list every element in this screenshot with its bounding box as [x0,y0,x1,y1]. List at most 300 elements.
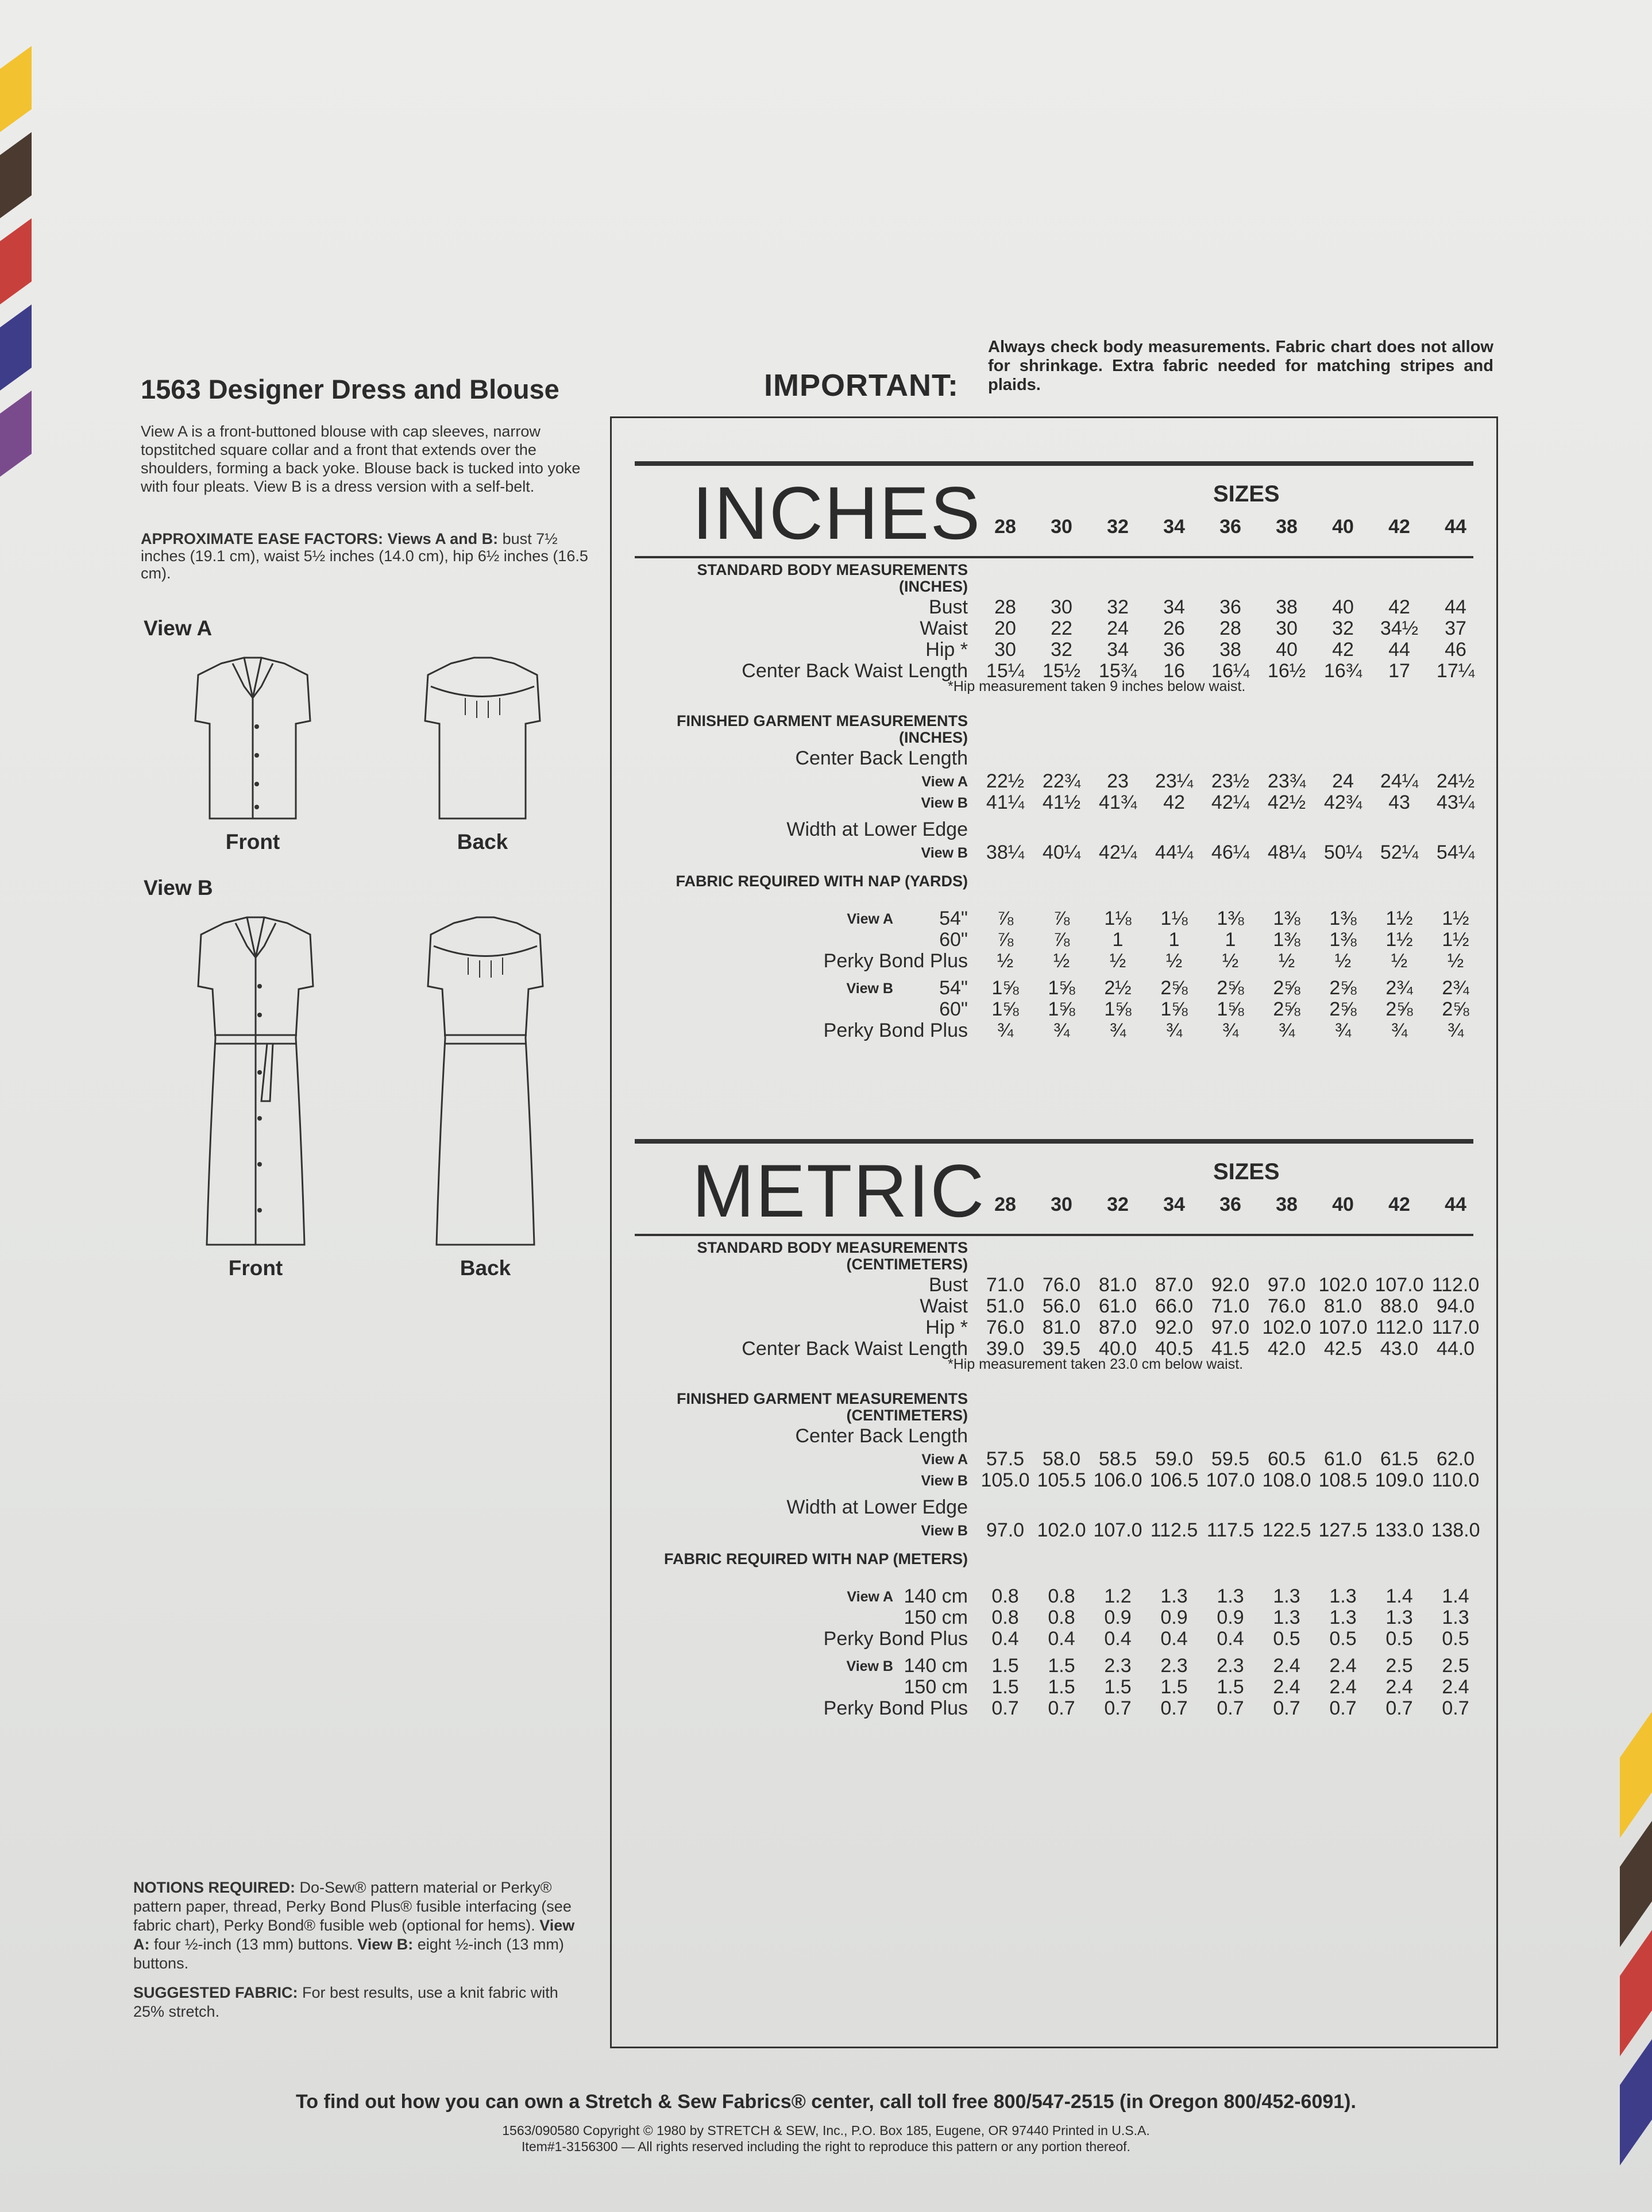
metric-fab-row-cell: 0.4 [1160,1628,1188,1650]
metric-std-row-cell: 40.0 [1098,1338,1137,1360]
inches-std-row-cell: 28 [1219,617,1241,639]
metric-fab-row-cell: 0.5 [1273,1628,1300,1650]
metric-std-row-cell: 39.0 [986,1338,1025,1360]
inches-fab-row-cell: 2⅝ [1329,977,1357,999]
metric-sizes-row [635,1194,1473,1217]
inches-sizes-row-cell: 36 [1219,516,1241,538]
inches-std-row-cell: 34 [1163,596,1185,618]
inches-std-row [635,596,1473,619]
inches-width-label: Width at Lower Edge [786,819,968,840]
inches-fab-label: 60" [939,998,968,1020]
metric-fab-row-cell: 2.4 [1273,1676,1300,1698]
inches-cbl-b-row [635,792,1473,814]
inches-std-label: Center Back Waist Length [742,660,968,682]
inches-width-b-row [635,841,1473,864]
inches-fab-row-cell: ¾ [1109,1020,1126,1041]
inches-fab-row-cell: 1⅛ [1104,908,1132,929]
metric-width-b-row-cell: 107.0 [1093,1519,1142,1541]
metric-fab-row-cell: 0.4 [1048,1628,1075,1650]
metric-fab-row-cell: 1.5 [1217,1676,1244,1698]
inches-width-b-row-cell: 48¼ [1267,841,1306,863]
inches-sizes-row-cell: 28 [994,516,1016,538]
metric-width-b-row-cell: 133.0 [1375,1519,1424,1541]
inches-cbl-b-row-cell: 42½ [1267,792,1306,813]
metric-cbl-b-row-cell: 105.5 [1037,1469,1086,1491]
inches-fab-row-cell: 1½ [1442,929,1469,951]
metric-sizes-row-cell: 44 [1445,1194,1466,1215]
metric-fab-label: 140 cm [904,1585,968,1607]
inches-cbl-a-row-cell: 22¾ [1042,770,1081,792]
metric-fab-row-cell: 0.7 [1104,1697,1132,1719]
inches-cbl-a-row-cell: 24¼ [1380,770,1419,792]
inches-fab-row [635,1020,1473,1043]
metric-std-label: Center Back Waist Length [742,1338,968,1360]
metric-std-row-cell: 56.0 [1042,1295,1081,1317]
metric-std-row-cell: 71.0 [986,1274,1025,1296]
important-label: IMPORTANT: [764,368,959,403]
inches-std-row-cell: 34½ [1380,617,1419,639]
inches-cbl-b-label: View B [921,795,968,811]
inches-cbl-a-row-cell: 23¼ [1155,770,1194,792]
inches-fab-view-label: View B [846,980,893,997]
inches-std-row-cell: 28 [994,596,1016,618]
inches-fab-row-cell: 1⅜ [1329,908,1357,929]
metric-fab-label: Perky Bond Plus [823,1697,968,1719]
inches-sizes-row-cell: 32 [1107,516,1129,538]
inches-cbl-b-row-cell: 41¾ [1098,792,1137,813]
inches-std-row-cell: 16 [1163,660,1185,682]
front-label: Front [225,830,280,854]
metric-fab-row-cell: 1.3 [1385,1607,1413,1628]
inches-std-row-cell: 40 [1276,639,1298,661]
inches-hip-note: *Hip measurement taken 9 inches below waist. [948,678,1246,694]
metric-std-heading: STANDARD BODY MEASUREMENTS (CENTIMETERS) [697,1239,968,1273]
metric-width-b-row-cell: 117.5 [1206,1519,1255,1541]
metric-cbl-a-label: View A [921,1451,968,1468]
inches-cbl-a-row-cell: 24½ [1436,770,1475,792]
metric-cbl-b-row-cell: 108.5 [1318,1469,1368,1491]
metric-cbl-a-row [635,1448,1473,1471]
inches-fab-row-cell: 2¾ [1442,977,1469,999]
metric-std-row [635,1274,1480,1297]
metric-fab-row-cell: 0.5 [1385,1628,1413,1650]
metric-std-row-cell: 76.0 [1267,1295,1306,1317]
inches-sizes-label: SIZES [1213,481,1280,507]
inches-cbl-a-label: View A [921,774,968,790]
metric-fab-row-cell: 1.5 [991,1676,1019,1698]
metric-std-row-cell: 97.0 [1211,1317,1250,1338]
blouse-back-illustration [416,652,549,824]
metric-cbl-a-row-cell: 62.0 [1436,1448,1475,1470]
metric-fab-row-cell: 2.4 [1329,1676,1357,1698]
metric-std-row-cell: 81.0 [1098,1274,1137,1296]
inches-mid-rule [635,556,1473,558]
inches-std-row-cell: 30 [994,639,1016,661]
metric-std-label: Hip * [925,1317,968,1338]
notions-text: Do-Sew® pattern material or Perky® pattern paper, thread, Perky Bond Plus® fusible interfacing (see fabric chart), Perky Bond® fusible web (optional for hems). [133,1879,572,1934]
inches-cbl-a-row-cell: 23½ [1211,770,1250,792]
inches-fab-row [635,950,1473,973]
metric-fab-row-cell: 0.7 [1329,1697,1357,1719]
metric-std-row-cell: 39.5 [1042,1338,1081,1360]
metric-std-row-cell: 40.5 [1155,1338,1194,1360]
metric-fab-row-cell: 1.5 [1160,1676,1188,1698]
metric-fab-heading: FABRIC REQUIRED WITH NAP (METERS) [663,1550,968,1568]
metric-width-b-row-cell: 138.0 [1431,1519,1480,1541]
inches-fab-row-cell: 2⅝ [1273,977,1300,999]
view-a-front [187,652,319,854]
inches-std-row-cell: 42 [1332,639,1354,661]
metric-cbl-b-row-cell: 109.0 [1375,1469,1424,1491]
metric-cbl-b-row-cell: 105.0 [981,1469,1030,1491]
metric-fab-row-cell: 1.5 [991,1655,1019,1677]
metric-fab-row-cell: 1.3 [1273,1607,1300,1628]
inches-fab-label: 54" [939,977,968,999]
metric-std-row-cell: 117.0 [1431,1317,1480,1338]
inches-fab-row-cell: ¾ [1334,1020,1352,1041]
notions-block [133,1878,587,2032]
inches-std-label: Bust [928,596,968,618]
inches-fab-row-cell: 1⅝ [991,998,1019,1020]
metric-fab-row-cell: 0.8 [991,1607,1019,1628]
inches-section [635,461,1473,1208]
metric-cbl-a-row-cell: 58.5 [1098,1448,1137,1470]
right-color-stripes [1620,1712,1652,2194]
metric-cbl-b-row-cell: 107.0 [1206,1469,1255,1491]
inches-std-row-cell: 22 [1051,617,1072,639]
metric-fab-row-cell: 1.5 [1048,1655,1075,1677]
metric-std-label: Waist [920,1295,968,1317]
inches-std-row-cell: 16¼ [1211,660,1250,682]
inches-width-b-row-cell: 38¼ [986,841,1025,863]
metric-fab-row-cell: 2.4 [1273,1655,1300,1677]
metric-fab-row-cell: 1.3 [1273,1585,1300,1607]
metric-sizes-row-cell: 42 [1388,1194,1410,1215]
inches-fab-row-cell: ½ [1334,950,1352,972]
metric-sizes-row-cell: 32 [1107,1194,1129,1215]
inches-std-row-cell: 40 [1332,596,1354,618]
inches-std-row-cell: 15½ [1042,660,1081,682]
inches-sizes-row [635,516,1473,539]
metric-sizes-row-cell: 34 [1163,1194,1185,1215]
metric-fab-row-cell: 0.7 [1442,1697,1469,1719]
metric-sizes-label: SIZES [1213,1159,1280,1184]
metric-fab-row-cell: 1.5 [1048,1676,1075,1698]
metric-fab-row-cell: 1.3 [1442,1607,1469,1628]
metric-sizes-row-cell: 28 [994,1194,1016,1215]
metric-top-rule [635,1139,1473,1144]
metric-fab-label: 150 cm [904,1607,968,1628]
metric-fab-row-cell: 1.3 [1217,1585,1244,1607]
notions-view-a: four ½-inch (13 mm) buttons. [154,1936,353,1953]
inches-fab-row-cell: ¾ [1447,1020,1464,1041]
inches-fab-row-cell: 1⅝ [1217,998,1244,1020]
inches-fab-row-cell: ½ [1053,950,1070,972]
inches-fab-row-cell: 1⅜ [1273,929,1300,951]
metric-fab-row-cell: 0.4 [1104,1628,1132,1650]
metric-cbl-a-row-cell: 59.5 [1211,1448,1250,1470]
inches-fab-row-cell: 2⅝ [1442,998,1469,1020]
metric-cbl-b-row [635,1469,1480,1492]
inches-sizes-row-cell: 34 [1163,516,1185,538]
inches-fab-row-cell: 1⅝ [991,977,1019,999]
metric-section [635,1139,1480,1886]
inches-fab-row-cell: ⅞ [997,908,1014,929]
metric-std-row-cell: 87.0 [1098,1317,1137,1338]
metric-std-row-cell: 87.0 [1155,1274,1194,1296]
inches-std-row-cell: 15¾ [1098,660,1137,682]
metric-fin-heading: FINISHED GARMENT MEASUREMENTS (CENTIMETERS) [676,1390,968,1424]
view-b-figures [141,912,595,1279]
metric-fab-row-cell: 2.4 [1442,1676,1469,1698]
inches-std-row-cell: 44 [1388,639,1410,661]
inches-sizes-row-cell: 42 [1388,516,1410,538]
metric-cbl-a-row-cell: 61.5 [1380,1448,1419,1470]
metric-std-row-cell: 42.5 [1323,1338,1362,1360]
inches-std-row [635,639,1473,662]
pattern-description: View A is a front-buttoned blouse with cap sleeves, narrow topstitched square collar and a front that extends over the shoulders, forming a back yoke. Blouse back is tucked into yoke with four pleats. View B is a dress version with a self-belt. [141,423,581,495]
inches-std-row-cell: 26 [1163,617,1185,639]
metric-fab-row-cell: 1.3 [1160,1585,1188,1607]
metric-width-label: Width at Lower Edge [786,1496,968,1518]
metric-fab-row-cell: 0.7 [991,1697,1019,1719]
metric-mid-rule [635,1234,1473,1236]
fabric-text: For best results, use a knit fabric with 25% stretch. [133,1984,558,2020]
inches-width-b-row-cell: 52¼ [1380,841,1419,863]
inches-fab-row-cell: ¾ [1391,1020,1408,1041]
inches-cbl-b-row-cell: 41¼ [986,792,1025,813]
metric-width-b-row-cell: 97.0 [986,1519,1025,1541]
metric-fab-row-cell: 2.4 [1329,1655,1357,1677]
inches-std-row-cell: 34 [1107,639,1129,661]
inches-fab-row-cell: 1½ [1385,929,1413,951]
inches-cbl-b-row-cell: 42 [1163,792,1185,813]
inches-width-b-row-cell: 44¼ [1155,841,1194,863]
inches-cbl-b-row-cell: 42¼ [1211,792,1250,813]
inches-std-row-cell: 44 [1445,596,1466,618]
metric-std-row-cell: 102.0 [1262,1317,1311,1338]
front-label-b: Front [228,1256,283,1280]
metric-std-row-cell: 92.0 [1211,1274,1250,1296]
metric-fab-row-cell: 0.9 [1160,1607,1188,1628]
metric-fab-row-cell: 1.4 [1385,1585,1413,1607]
metric-std-row-cell: 112.0 [1375,1317,1423,1338]
blouse-front-illustration [187,652,319,824]
metric-cbl-b-row-cell: 106.5 [1149,1469,1199,1491]
inches-fab-row-cell: ⅞ [997,929,1014,951]
inches-top-rule [635,461,1473,466]
view-a-label: View A [144,616,213,640]
inches-width-b-label: View B [921,845,968,861]
inches-fab-row-cell: ¾ [1222,1020,1239,1041]
inches-fab-row-cell: ⅞ [1053,929,1070,951]
metric-fab-row-cell: 0.7 [1385,1697,1413,1719]
metric-cbl-b-row-cell: 106.0 [1093,1469,1142,1491]
inches-fab-row-cell: ¾ [1053,1020,1070,1041]
inches-cbl-a-row-cell: 22½ [986,770,1025,792]
metric-sizes-row-cell: 36 [1219,1194,1241,1215]
inches-fab-row-cell: 1⅜ [1329,929,1357,951]
inches-std-row-cell: 20 [994,617,1016,639]
inches-std-row [635,617,1473,640]
inches-fab-row-cell: ⅞ [1053,908,1070,929]
inches-std-label: Waist [920,617,968,639]
footer-line-2: 1563/090580 Copyright © 1980 by STRETCH & SEW, Inc., P.O. Box 185, Eugene, OR 97440 Printed in U.S.A. [502,2123,1150,2138]
view-a-back [416,652,549,854]
metric-std-row-cell: 81.0 [1042,1317,1081,1338]
inches-cbl-a-row-cell: 24 [1332,770,1354,792]
inches-cbl-a-row [635,770,1473,793]
metric-std-row-cell: 61.0 [1098,1295,1137,1317]
inches-fab-row-cell: 2⅝ [1160,977,1188,999]
inches-fab-row-cell: 2⅝ [1385,998,1413,1020]
metric-fab-row-cell: 0.7 [1217,1697,1244,1719]
inches-fab-row-cell: 1½ [1442,908,1469,929]
metric-fab-row-cell: 2.5 [1442,1655,1469,1677]
metric-cbl-label: Center Back Length [795,1425,968,1447]
inches-fab-row-cell: 1⅝ [1104,998,1132,1020]
inches-fab-row-cell: ½ [1109,950,1126,972]
metric-cbl-b-label: View B [921,1473,968,1489]
metric-std-row-cell: 66.0 [1155,1295,1194,1317]
inches-sizes-row-cell: 30 [1051,516,1072,538]
metric-fab-row-cell: 0.7 [1160,1697,1188,1719]
metric-width-b-row [635,1519,1480,1542]
inches-width-b-row-cell: 40¼ [1042,841,1081,863]
metric-fab-label: 150 cm [904,1676,968,1698]
metric-std-row-cell: 92.0 [1155,1317,1194,1338]
metric-fab-view-label: View A [847,1589,893,1605]
inches-std-row-cell: 16¾ [1323,660,1362,682]
inches-fab-row [635,998,1473,1021]
metric-width-b-row-cell: 122.5 [1262,1519,1311,1541]
inches-cbl-b-row-cell: 42¾ [1323,792,1362,813]
inches-std-row-cell: 36 [1219,596,1241,618]
metric-cbl-a-row-cell: 60.5 [1267,1448,1306,1470]
metric-fab-row-cell: 2.4 [1385,1676,1413,1698]
metric-std-row-cell: 102.0 [1318,1274,1368,1296]
inches-fab-row-cell: 1 [1112,929,1124,951]
left-color-stripes [0,46,34,517]
view-a-figures [141,652,595,859]
inches-fab-row-cell: 2⅝ [1217,977,1244,999]
inches-std-row-cell: 38 [1276,596,1298,618]
inches-fab-row-cell: ½ [1222,950,1239,972]
footer-copyright [0,2122,1652,2155]
inches-width-b-row-cell: 42¼ [1098,841,1137,863]
metric-std-row-cell: 41.5 [1211,1338,1250,1360]
inches-std-row-cell: 32 [1107,596,1129,618]
notions-view-a-label: View A: [133,1917,575,1953]
metric-hip-note: *Hip measurement taken 23.0 cm below waist. [948,1356,1244,1372]
metric-sizes-row-cell: 30 [1051,1194,1072,1215]
metric-fab-row-cell: 1.5 [1104,1676,1132,1698]
inches-width-b-row-cell: 50¼ [1323,841,1362,863]
inches-width-b-row-cell: 46¼ [1211,841,1250,863]
metric-cbl-a-row-cell: 59.0 [1155,1448,1194,1470]
inches-fab-row-cell: ½ [1447,950,1464,972]
metric-std-row-cell: 88.0 [1380,1295,1419,1317]
metric-fab-row-cell: 0.8 [991,1585,1019,1607]
metric-fab-row-cell: 0.4 [991,1628,1019,1650]
important-note: Always check body measurements. Fabric chart does not allow for shrinkage. Extra fabric needed for matching stripes and plaids. [988,338,1493,394]
metric-fab-row-cell: 2.3 [1104,1655,1132,1677]
inches-fab-row-cell: ½ [1165,950,1183,972]
metric-fab-row [635,1607,1473,1630]
inches-sizes-row-cell: 40 [1332,516,1354,538]
inches-fab-label: Perky Bond Plus [823,950,968,972]
metric-sizes-row-cell: 40 [1332,1194,1354,1215]
inches-cbl-a-row-cell: 23¾ [1267,770,1306,792]
inches-fab-row-cell: ½ [1278,950,1295,972]
inches-fab-row-cell: 2⅝ [1273,998,1300,1020]
metric-std-row-cell: 107.0 [1375,1274,1424,1296]
metric-fab-row-cell: 0.5 [1442,1628,1469,1650]
inches-fab-row-cell: 2¾ [1385,977,1413,999]
inches-width-b-row-cell: 54¼ [1436,841,1475,863]
inches-std-row-cell: 46 [1445,639,1466,661]
inches-fab-label: Perky Bond Plus [823,1020,968,1041]
left-column [141,373,595,1296]
inches-cbl-b-row-cell: 43¼ [1436,792,1475,813]
inches-std-row-cell: 32 [1332,617,1354,639]
metric-cbl-b-row-cell: 110.0 [1431,1469,1480,1491]
inches-std-row-cell: 32 [1051,639,1072,661]
metric-fab-view-label: View B [846,1658,893,1674]
metric-std-row-cell: 44.0 [1436,1338,1475,1360]
notions-paragraph [133,1878,587,1973]
inches-fab-row [635,977,1473,1000]
inches-fab-row-cell: 1⅜ [1273,908,1300,929]
metric-fab-row-cell: 2.5 [1385,1655,1413,1677]
back-label-b: Back [460,1256,511,1280]
inches-std-row-cell: 30 [1276,617,1298,639]
notions-view-b-label: View B: [357,1936,414,1953]
ease-text: bust 7½ inches (19.1 cm), waist 5½ inches (14.0 cm), hip 6½ inches (16.5 cm). [141,530,588,582]
view-b-back [416,912,554,1280]
metric-cbl-a-row-cell: 61.0 [1323,1448,1362,1470]
inches-fab-row-cell: ½ [997,950,1014,972]
metric-width-b-row-cell: 127.5 [1318,1519,1368,1541]
metric-fab-row [635,1655,1473,1678]
metric-width-b-row-cell: 102.0 [1037,1519,1086,1541]
metric-std-row-cell: 76.0 [986,1317,1025,1338]
inches-cbl-a-row-cell: 23 [1107,770,1129,792]
metric-fab-row-cell: 0.4 [1217,1628,1244,1650]
inches-fab-row-cell: ½ [1391,950,1408,972]
pattern-title: 1563 Designer Dress and Blouse [141,374,559,404]
inches-std-row-cell: 17 [1388,660,1410,682]
inches-fab-row-cell: 1⅝ [1048,977,1075,999]
inches-fab-label: 60" [939,929,968,951]
metric-fab-row-cell: 0.9 [1104,1607,1132,1628]
metric-fab-row [635,1628,1473,1651]
metric-cbl-b-row-cell: 108.0 [1262,1469,1311,1491]
metric-fab-row-cell: 1.3 [1329,1585,1357,1607]
metric-cbl-a-row-cell: 58.0 [1042,1448,1081,1470]
inches-std-row-cell: 30 [1051,596,1072,618]
metric-fab-label: 140 cm [904,1655,968,1677]
metric-width-b-label: View B [921,1523,968,1539]
metric-fab-row-cell: 0.7 [1273,1697,1300,1719]
view-b-front [187,912,325,1280]
metric-std-row-cell: 94.0 [1436,1295,1475,1317]
footer-line-1: To find out how you can own a Stretch & Sew Fabrics® center, call toll free 800/547-2515 (in Oregon 800/452-6091). [296,2091,1356,2113]
metric-fab-row-cell: 0.9 [1217,1607,1244,1628]
metric-fab-row-cell: 0.5 [1329,1628,1357,1650]
metric-std-row [635,1317,1480,1339]
metric-std-row-cell: 42.0 [1267,1338,1306,1360]
